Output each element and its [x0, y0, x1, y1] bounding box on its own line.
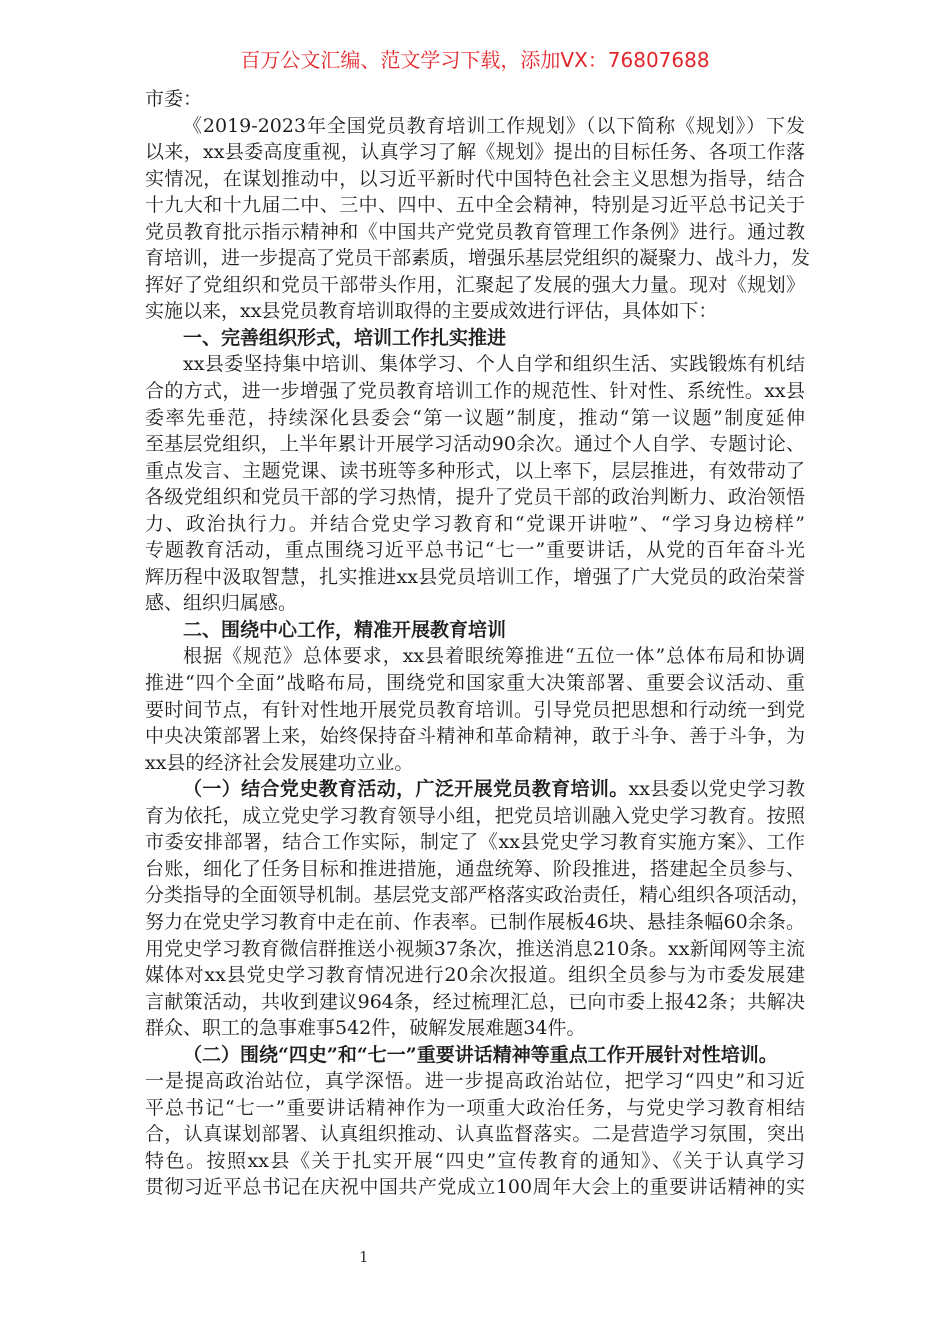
text-line: 中央决策部署上来，始终保持奋斗精神和革命精神，敢于斗争、善于斗争，为 [145, 725, 805, 748]
text-line: 用党史学习教育微信群推送小视频37条次，推送消息210条。xx新闻网等主流 [145, 937, 805, 960]
text-line-content: xx县委以党史学习教 [628, 778, 805, 801]
text-line: xx县委坚持集中培训、集体学习、个人自学和组织生活、实践锻炼有机结 [183, 353, 805, 376]
page-number: 1 [359, 1248, 369, 1266]
text-line: 各级党组织和党员干部的学习热情，提升了党员干部的政治判断力、政治领悟 [145, 486, 805, 509]
text-line: 根据《规范》总体要求，xx县着眼统筹推进“五位一体”总体布局和协调 [183, 645, 805, 668]
text-line: （二）围绕“四史”和“七一”重要讲话精神等重点工作开展针对性培训。 [183, 1043, 778, 1066]
text-line: 一、完善组织形式，培训工作扎实推进 [183, 326, 507, 349]
document-body [145, 86, 811, 1201]
text-line: 至基层党组织，上半年累计开展学习活动90余次。通过个人自学、专题讨论、 [145, 433, 805, 456]
text-line: 《2019-2023年全国党员教育培训工作规划》（以下简称《规划》）下发 [183, 114, 805, 137]
text-line: 媒体对xx县党史学习教育情况进行20余次报道。组织全员参与为市委发展建 [145, 964, 805, 987]
section-heading [145, 617, 805, 644]
text-line: 要时间节点，有针对性地开展党员教育培训。引导党员把思想和行动统一到党 [145, 698, 805, 721]
text-line: 二、围绕中心工作，精准开展教育培训 [183, 618, 507, 641]
text-line: 一是提高政治站位，真学深悟。进一步提高政治站位，把学习“四史”和习近 [145, 1070, 805, 1093]
text-line: 合的方式，进一步增强了党员教育培训工作的规范性、针对性、系统性。xx县 [145, 380, 805, 403]
text-line: 专题教育活动，重点围绕习近平总书记“七一”重要讲话，从党的百年奋斗光 [145, 539, 805, 562]
paragraph [145, 113, 811, 325]
subsection-lead: （一）结合党史教育活动，广泛开展党员教育培训。 [183, 778, 629, 801]
text-line: 十九大和十九届二中、三中、四中、五中全会精神，特别是习近平总书记关于 [145, 194, 805, 217]
text-line: 合，认真谋划部署、认真组织推动、认真监督落实。二是营造学习氛围，突出 [145, 1123, 805, 1146]
text-line: 推进“四个全面”战略布局，围绕党和国家重大决策部署、重要会议活动、重 [145, 672, 805, 695]
text-line: xx县的经济社会发展建功立业。 [145, 751, 414, 774]
text-line: 委率先垂范，持续深化县委会“第一议题”制度，推动“第一议题”制度延伸 [145, 406, 805, 429]
text-line: 努力在党史学习教育中走在前、作表率。已制作展板46块、悬挂条幅60余条。 [145, 910, 805, 933]
text-line: 挥好了党组织和党员干部带头作用，汇聚起了发展的强大力量。现对《规划》 [145, 273, 805, 296]
text-line: 特色。按照xx县《关于扎实开展“四史”宣传教育的通知》、《关于认真学习 [145, 1149, 805, 1172]
text-line: 言献策活动，共收到建议964条，经过梳理汇总，已向市委上报42条；共解决 [145, 990, 805, 1013]
paragraph [145, 351, 805, 616]
text-line: 感、组织归属感。 [145, 592, 298, 615]
text-line: 贯彻习近平总书记在庆祝中国共产党成立100周年大会上的重要讲话精神的实 [145, 1176, 805, 1199]
watermark-banner: 百万公文汇编、范文学习下载，添加VX：76807688 [240, 48, 710, 72]
text-line: 育为依托，成立党史学习教育领导小组，把党员培训融入党史学习教育。按照 [145, 804, 805, 827]
text-line [145, 776, 805, 803]
text-line: 育培训，进一步提高了党员干部素质，增强乐基层党组织的凝聚力、战斗力，发 [145, 247, 811, 270]
salutation: 市委： [145, 88, 203, 110]
text-line: 台账，细化了任务目标和推进措施，通盘统筹、阶段推进，搭建起全员参与、 [145, 857, 805, 880]
text-line: 群众、职工的急事难事542件，破解发展难题34件。 [145, 1017, 586, 1040]
paragraph [145, 1068, 805, 1201]
paragraph [145, 643, 805, 776]
section-heading [145, 325, 805, 352]
text-line: 实情况，在谋划推动中，以习近平新时代中国特色社会主义思想为指导，结合 [145, 167, 805, 190]
text-line: 分类指导的全面领导机制。基层党支部严格落实政治责任，精心组织各项活动， [145, 884, 811, 907]
text-line: 实施以来，xx县党员教育培训取得的主要成效进行评估，具体如下： [145, 300, 718, 323]
document-content [145, 113, 811, 1201]
paragraph [145, 776, 811, 1041]
text-line: 以来，xx县委高度重视，认真学习了解《规划》提出的目标任务、各项工作落 [145, 141, 805, 164]
text-line: 重点发言、主题党课、读书班等多种形式，以上率下，层层推进，有效带动了 [145, 459, 805, 482]
section-heading [145, 1042, 805, 1069]
text-line: 市委安排部署，结合工作实际，制定了《xx县党史学习教育实施方案》、工作 [145, 831, 805, 854]
text-line: 辉历程中汲取智慧，扎实推进xx县党员培训工作，增强了广大党员的政治荣誉 [145, 565, 805, 588]
text-line: 党员教育批示指示精神和《中国共产党党员教育管理工作条例》进行。通过教 [145, 220, 805, 243]
text-line: 力、政治执行力。并结合党史学习教育和“党课开讲啦”、“学习身边榜样” [145, 512, 805, 535]
text-line: 平总书记“七一”重要讲话精神作为一项重大政治任务，与党史学习教育相结 [145, 1096, 805, 1119]
